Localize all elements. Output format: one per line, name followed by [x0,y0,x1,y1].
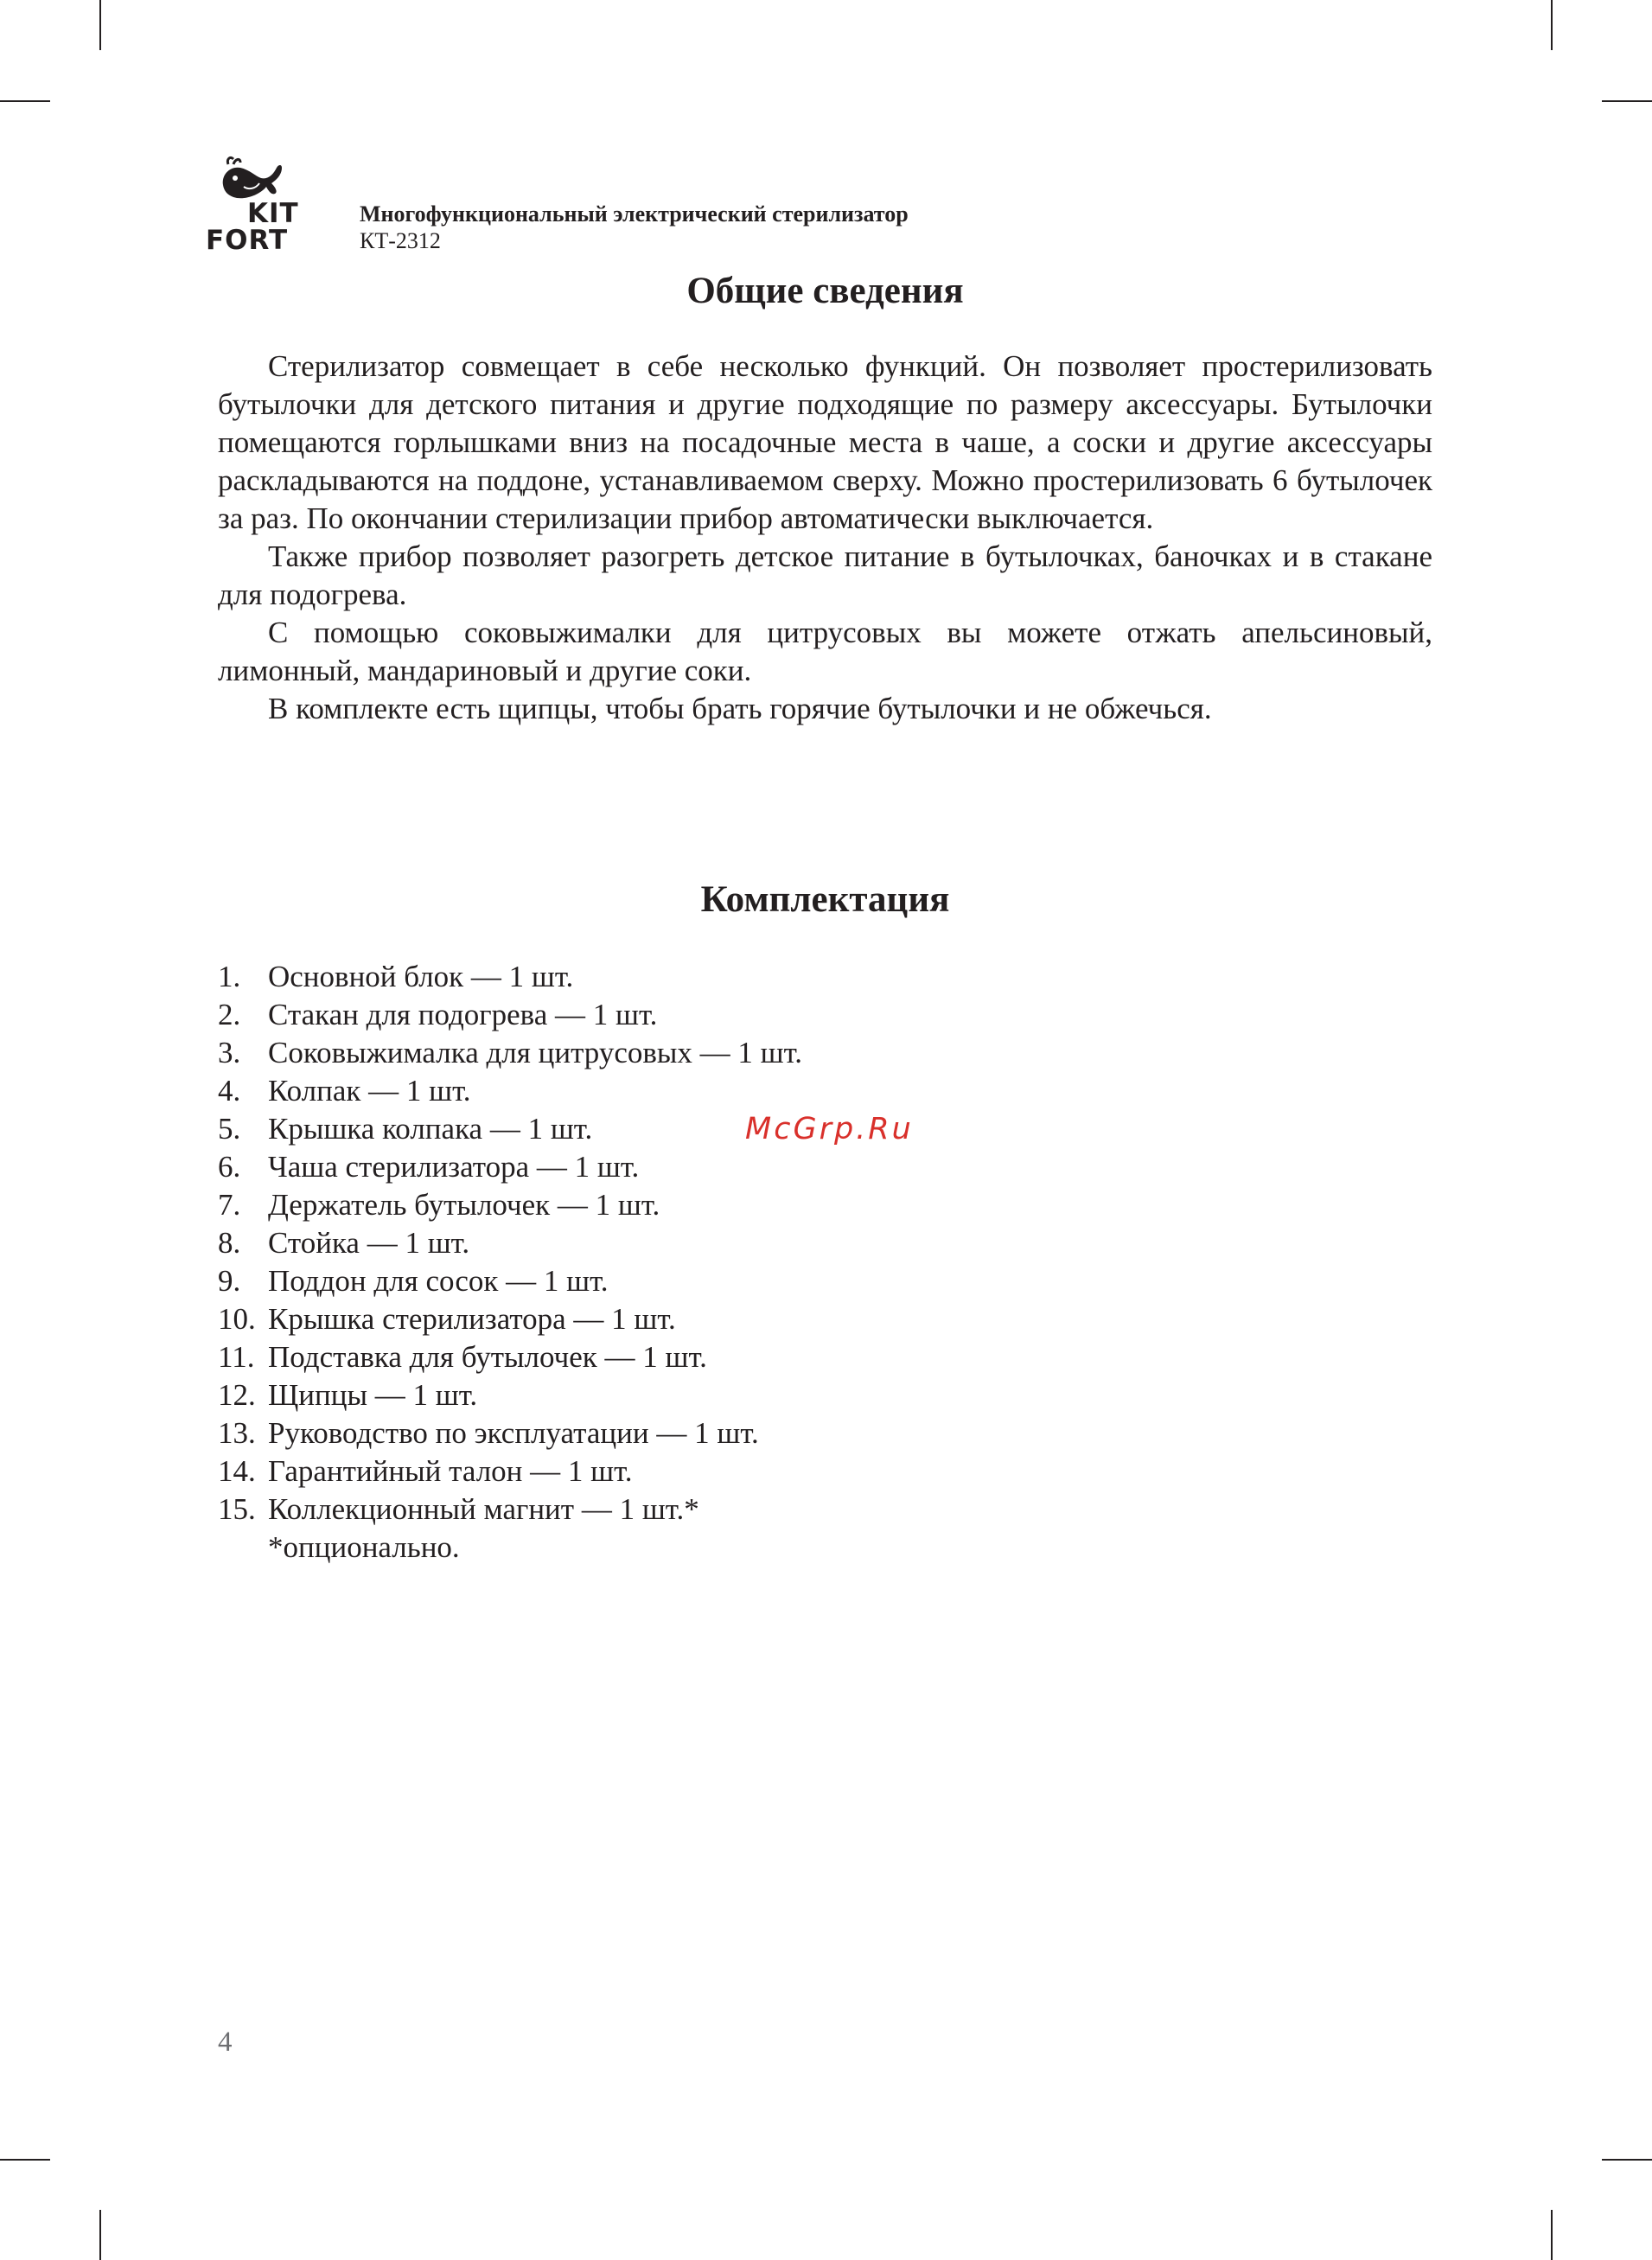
item-number: 12. [218,1378,256,1412]
item-number: 5. [218,1112,241,1146]
item-text: Руководство по эксплуатации — 1 шт. [268,1416,759,1450]
list-item [218,1262,1082,1300]
paragraph: Также прибор позволяет разогреть детское питание в бутылочках, баночках и в стакане для подогрева. [218,539,1432,611]
item-text: Гарантийный талон — 1 шт. [268,1454,633,1488]
item-number: 3. [218,1036,241,1069]
crop-mark [1602,2159,1652,2161]
item-text: Стакан для подогрева — 1 шт. [268,998,658,1031]
kit-list [218,958,1082,1529]
whale-logo-icon [218,156,287,204]
item-text: Поддон для сосок — 1 шт. [268,1264,609,1298]
item-number: 10. [218,1302,256,1336]
crop-mark [99,2210,101,2260]
list-item [218,1376,1082,1414]
item-number: 14. [218,1454,256,1488]
list-item [218,1338,1082,1376]
list-item [218,1224,1082,1262]
kitfort-logo [206,156,339,259]
paragraph: В комплекте есть щипцы, чтобы брать горячие бутылочки и не обжечься. [268,692,1212,725]
list-item [218,958,1082,996]
item-text: Основной блок — 1 шт. [268,960,574,993]
list-item [218,1034,1082,1072]
crop-mark [99,0,101,50]
item-text: Стойка — 1 шт. [268,1226,470,1260]
item-text: Коллекционный магнит — 1 шт.* [268,1492,699,1526]
item-number: 1. [218,960,241,993]
item-number: 11. [218,1340,255,1374]
list-item [218,1186,1082,1224]
section-title-general: Общие сведения [686,271,964,311]
paragraph: Стерилизатор совмещает в себе несколько функций. Он позволяет простерилизовать бутылочки для детского питания и другие подходящие по размеру аксессуары. Бутылочки помещаются горлышками вниз на посадочные места в чаше, а соски и другие аксессуары раскладываются на поддоне, устанавливаемом сверху. Можно простерилизовать 6 бутылочек за раз. По окончании стерилизации прибор автоматически выключается. [218,349,1432,535]
item-text: Соковыжималка для цитрусовых — 1 шт. [268,1036,803,1069]
general-text [218,348,1432,728]
item-text: Крышка колпака — 1 шт. [268,1112,593,1146]
list-item [218,1072,1082,1110]
item-number: 6. [218,1150,241,1184]
crop-mark [1551,2210,1553,2260]
list-item [218,1148,1082,1186]
item-text: Подставка для бутылочек — 1 шт. [268,1340,707,1374]
item-text: Крышка стерилизатора — 1 шт. [268,1302,676,1336]
item-text: Колпак — 1 шт. [268,1074,471,1108]
list-item [218,1491,1082,1529]
list-item [218,996,1082,1034]
page-number: 4 [218,2027,233,2058]
item-text: Чаша стерилизатора — 1 шт. [268,1150,640,1184]
item-text: Щипцы — 1 шт. [268,1378,478,1412]
logo-text [206,198,299,256]
logo-line-fort: FORT [206,225,289,256]
item-number: 13. [218,1416,256,1450]
section-title-kit: Комплектация [700,879,950,920]
list-item [218,1452,1082,1491]
item-number: 7. [218,1188,241,1222]
product-info [360,201,909,254]
paragraph: С помощью соковыжималки для цитрусовых вы можете отжать апельсиновый, лимонный, мандариновый и другие соки. [218,616,1432,687]
list-item [218,1414,1082,1452]
watermark: McGrp.Ru [745,1112,914,1146]
page-header [206,156,1428,259]
list-item [218,1110,1082,1148]
list-item [218,1300,1082,1338]
item-number: 8. [218,1226,241,1260]
crop-mark [0,2159,50,2161]
item-number: 15. [218,1492,256,1526]
kit-footnote: *опционально. [268,1530,460,1564]
item-number: 2. [218,998,241,1031]
item-number: 9. [218,1264,241,1298]
crop-mark [0,100,50,102]
crop-mark [1602,100,1652,102]
crop-mark [1551,0,1553,50]
item-number: 4. [218,1074,241,1108]
item-text: Держатель бутылочек — 1 шт. [268,1188,660,1222]
product-name: Многофункциональный электрический стерилизатор [360,201,909,227]
logo-line-kit: KIT [247,198,299,229]
product-model: КТ-2312 [360,228,441,253]
